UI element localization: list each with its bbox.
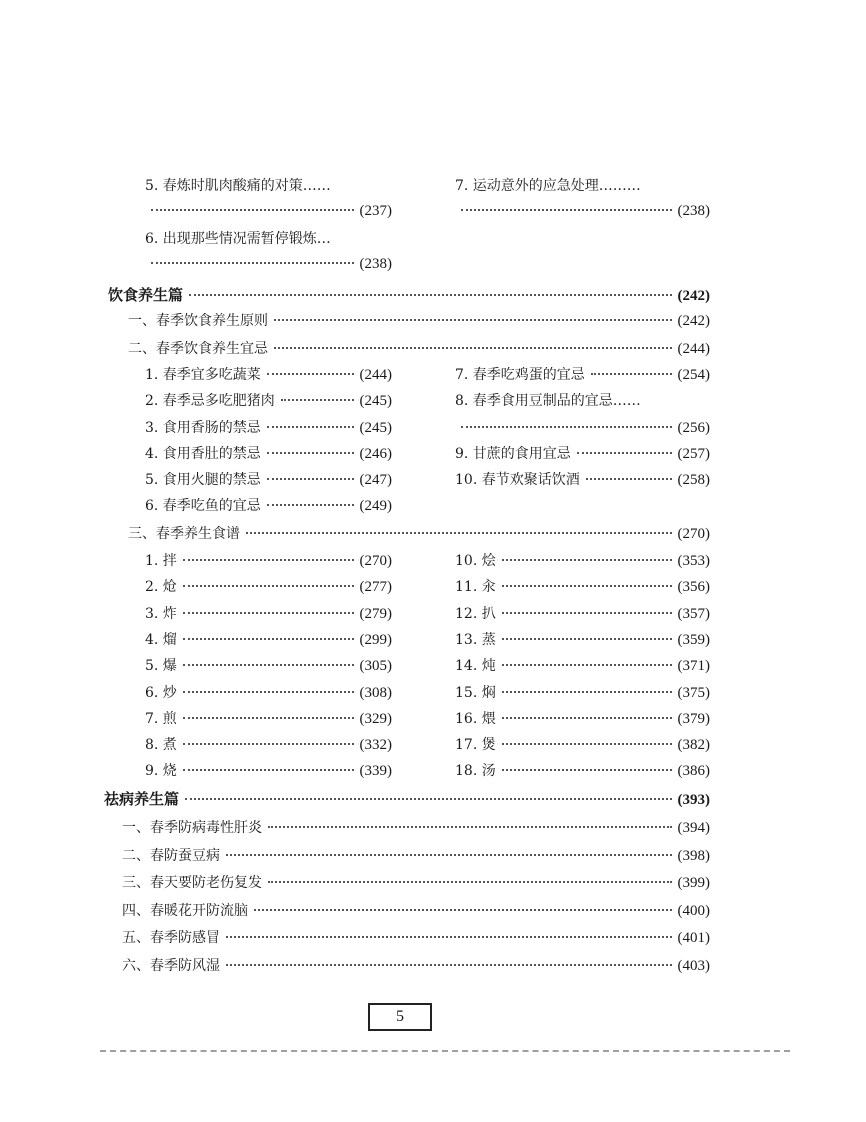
- toc-entry: [145, 366, 392, 384]
- dot-leader: [267, 504, 354, 506]
- dot-leader: [226, 964, 672, 966]
- entry-page: (238): [359, 256, 392, 272]
- entry-page: (237): [359, 203, 392, 219]
- dot-leader: [267, 452, 354, 454]
- dot-leader: [502, 717, 672, 719]
- entry-page: (256): [677, 420, 710, 436]
- chapter-entry: [122, 874, 710, 892]
- dot-leader: [267, 373, 354, 375]
- recipe-entry: [455, 736, 710, 754]
- entry-title: 6. 春季吃鱼的宜忌: [145, 498, 261, 514]
- entry-title: 9. 烧: [145, 763, 177, 780]
- entry-title: 三、春季养生食谱: [128, 526, 240, 542]
- recipe-entry: [455, 552, 710, 570]
- entry-page: (353): [677, 553, 710, 569]
- toc-entry: [455, 177, 641, 195]
- entry-title: 12. 扒: [455, 605, 496, 622]
- dot-leader: [189, 294, 671, 296]
- entry-title: 2. 春季忌多吃肥猪肉: [145, 393, 275, 409]
- scan-artifact-line: [100, 1050, 790, 1052]
- entry-title: 二、春防蚕豆病: [122, 847, 220, 864]
- entry-page: (375): [677, 684, 710, 701]
- entry-title: 1. 拌: [145, 553, 177, 569]
- recipe-entry: [145, 552, 392, 570]
- dot-leader: [183, 612, 354, 614]
- entry-title: 5. 春炼时肌肉酸痛的对策……: [145, 178, 331, 194]
- dot-leader: [268, 881, 672, 883]
- entry-page: (382): [677, 737, 710, 754]
- toc-entry-continued: [455, 202, 710, 220]
- dot-leader: [183, 691, 354, 693]
- recipe-entry: [455, 710, 710, 728]
- chapter-entry: [128, 312, 710, 330]
- dot-leader: [183, 769, 354, 771]
- dot-leader: [151, 209, 354, 211]
- dot-leader: [461, 209, 672, 211]
- entry-page: (379): [677, 710, 710, 727]
- entry-title: 3. 食用香肠的禁忌: [145, 420, 261, 436]
- entry-page: (270): [677, 526, 710, 542]
- toc-entry: [145, 392, 392, 410]
- dot-leader: [268, 826, 672, 828]
- dot-leader: [183, 559, 354, 561]
- entry-page: (238): [677, 203, 710, 219]
- entry-title: 6. 炒: [145, 684, 177, 701]
- toc-entry: [455, 471, 710, 489]
- entry-page: (270): [359, 553, 392, 569]
- recipe-entry: [145, 762, 392, 780]
- toc-entry: [145, 445, 392, 463]
- recipe-entry: [455, 631, 710, 649]
- entry-title: 16. 煨: [455, 710, 496, 727]
- page-number: 5: [368, 1003, 432, 1031]
- entry-title: 13. 蒸: [455, 631, 496, 648]
- entry-title: 四、春暖花开防流脑: [122, 902, 248, 919]
- entry-page: (244): [359, 367, 392, 383]
- dot-leader: [591, 373, 672, 375]
- entry-title: 9. 甘蔗的食用宜忌: [455, 446, 571, 462]
- part-heading-disease: [104, 790, 710, 809]
- entry-title: 六、春季防风湿: [122, 958, 220, 974]
- dot-leader: [502, 691, 672, 693]
- dot-leader: [502, 585, 672, 587]
- dot-leader: [281, 399, 354, 401]
- dot-leader: [183, 743, 354, 745]
- entry-page: (329): [359, 710, 392, 727]
- entry-page: (258): [677, 472, 710, 488]
- toc-entry-continued: [145, 202, 392, 220]
- entry-title: 2. 炝: [145, 579, 177, 596]
- part-heading-diet: [108, 286, 710, 305]
- entry-page: (394): [677, 820, 710, 836]
- entry-page: (400): [677, 902, 710, 919]
- dot-leader: [502, 664, 672, 666]
- recipe-entry: [145, 605, 392, 623]
- toc-entry-continued: [455, 419, 710, 437]
- chapter-entry: [122, 957, 710, 975]
- dot-leader: [185, 798, 671, 800]
- entry-page: (257): [677, 446, 710, 462]
- recipe-entry: [145, 710, 392, 728]
- entry-page: (393): [677, 792, 710, 808]
- chapter-entry: [128, 525, 710, 543]
- toc-entry: [145, 497, 392, 515]
- entry-title: 4. 熘: [145, 631, 177, 648]
- entry-title: 8. 春季食用豆制品的宜忌……: [455, 393, 641, 409]
- dot-leader: [267, 426, 354, 428]
- entry-title: 一、春季饮食养生原则: [128, 313, 268, 329]
- dot-leader: [577, 452, 672, 454]
- dot-leader: [267, 478, 354, 480]
- entry-title: 8. 煮: [145, 737, 177, 754]
- recipe-entry: [145, 631, 392, 649]
- entry-page: (242): [677, 313, 710, 329]
- toc-entry: [145, 419, 392, 437]
- dot-leader: [254, 909, 672, 911]
- dot-leader: [274, 319, 672, 321]
- entry-page: (305): [359, 658, 392, 675]
- dot-leader: [183, 664, 354, 666]
- dot-leader: [183, 638, 354, 640]
- entry-page: (359): [677, 631, 710, 648]
- entry-title: 18. 汤: [455, 763, 496, 780]
- dot-leader: [502, 559, 672, 561]
- entry-page: (399): [677, 875, 710, 892]
- recipe-entry: [145, 736, 392, 754]
- entry-title: 7. 春季吃鸡蛋的宜忌: [455, 367, 585, 383]
- entry-title: 祛病养生篇: [104, 790, 180, 808]
- recipe-entry: [455, 578, 710, 596]
- chapter-entry: [122, 902, 710, 920]
- recipe-entry: [145, 657, 392, 675]
- recipe-entry: [145, 684, 392, 702]
- entry-title: 5. 食用火腿的禁忌: [145, 472, 261, 488]
- chapter-entry: [122, 847, 710, 865]
- entry-page: (332): [359, 737, 392, 754]
- entry-title: 一、春季防病毒性肝炎: [122, 820, 262, 836]
- recipe-entry: [145, 578, 392, 596]
- recipe-entry: [455, 605, 710, 623]
- entry-page: (249): [359, 498, 392, 514]
- recipe-entry: [455, 762, 710, 780]
- entry-page: (245): [359, 393, 392, 409]
- toc-entry: [455, 392, 641, 410]
- dot-leader: [502, 612, 672, 614]
- dot-leader: [461, 426, 672, 428]
- entry-page: (339): [359, 763, 392, 780]
- chapter-entry: [122, 929, 710, 947]
- entry-page: (308): [359, 684, 392, 701]
- entry-page: (244): [677, 341, 710, 357]
- entry-page: (242): [677, 288, 710, 304]
- chapter-entry: [128, 340, 710, 358]
- entry-title: 3. 炸: [145, 605, 177, 622]
- entry-title: 15. 焖: [455, 684, 496, 701]
- toc-entry: [455, 366, 710, 384]
- entry-page: (254): [677, 367, 710, 383]
- entry-page: (371): [677, 658, 710, 675]
- dot-leader: [502, 638, 672, 640]
- entry-page: (401): [677, 930, 710, 947]
- dot-leader: [274, 347, 672, 349]
- entry-title: 10. 春节欢聚话饮酒: [455, 472, 580, 488]
- recipe-entry: [455, 684, 710, 702]
- chapter-entry: [122, 819, 710, 837]
- entry-page: (356): [677, 579, 710, 596]
- dot-leader: [502, 769, 672, 771]
- toc-entry: [145, 230, 331, 248]
- entry-title: 7. 运动意外的应急处理………: [455, 178, 641, 194]
- entry-title: 10. 烩: [455, 553, 496, 569]
- toc-entry: [145, 177, 331, 195]
- entry-page: (245): [359, 420, 392, 436]
- entry-page: (357): [677, 605, 710, 622]
- dot-leader: [586, 478, 672, 480]
- dot-leader: [226, 854, 672, 856]
- entry-page: (277): [359, 579, 392, 596]
- entry-title: 五、春季防感冒: [122, 930, 220, 947]
- entry-page: (299): [359, 631, 392, 648]
- entry-title: 4. 食用香肚的禁忌: [145, 446, 261, 462]
- entry-page: (398): [677, 847, 710, 864]
- dot-leader: [226, 936, 672, 938]
- entry-title: 17. 煲: [455, 737, 496, 754]
- entry-title: 5. 爆: [145, 658, 177, 675]
- entry-page: (279): [359, 605, 392, 622]
- toc-entry-continued: [145, 255, 392, 273]
- entry-page: (386): [677, 763, 710, 780]
- dot-leader: [183, 717, 354, 719]
- dot-leader: [246, 532, 672, 534]
- toc-entry: [145, 471, 392, 489]
- entry-title: 饮食养生篇: [108, 286, 184, 304]
- entry-page: (403): [677, 958, 710, 974]
- recipe-entry: [455, 657, 710, 675]
- entry-title: 1. 春季宜多吃蔬菜: [145, 367, 261, 383]
- entry-title: 14. 炖: [455, 658, 496, 675]
- entry-page: (247): [359, 472, 392, 488]
- dot-leader: [502, 743, 672, 745]
- dot-leader: [183, 585, 354, 587]
- entry-title: 11. 汆: [455, 579, 496, 596]
- entry-title: 7. 煎: [145, 710, 177, 727]
- entry-page: (246): [359, 446, 392, 462]
- dot-leader: [151, 262, 354, 264]
- entry-title: 二、春季饮食养生宜忌: [128, 341, 268, 357]
- entry-title: 6. 出现那些情况需暂停锻炼…: [145, 231, 331, 247]
- entry-title: 三、春天要防老伤复发: [122, 875, 262, 892]
- toc-entry: [455, 445, 710, 463]
